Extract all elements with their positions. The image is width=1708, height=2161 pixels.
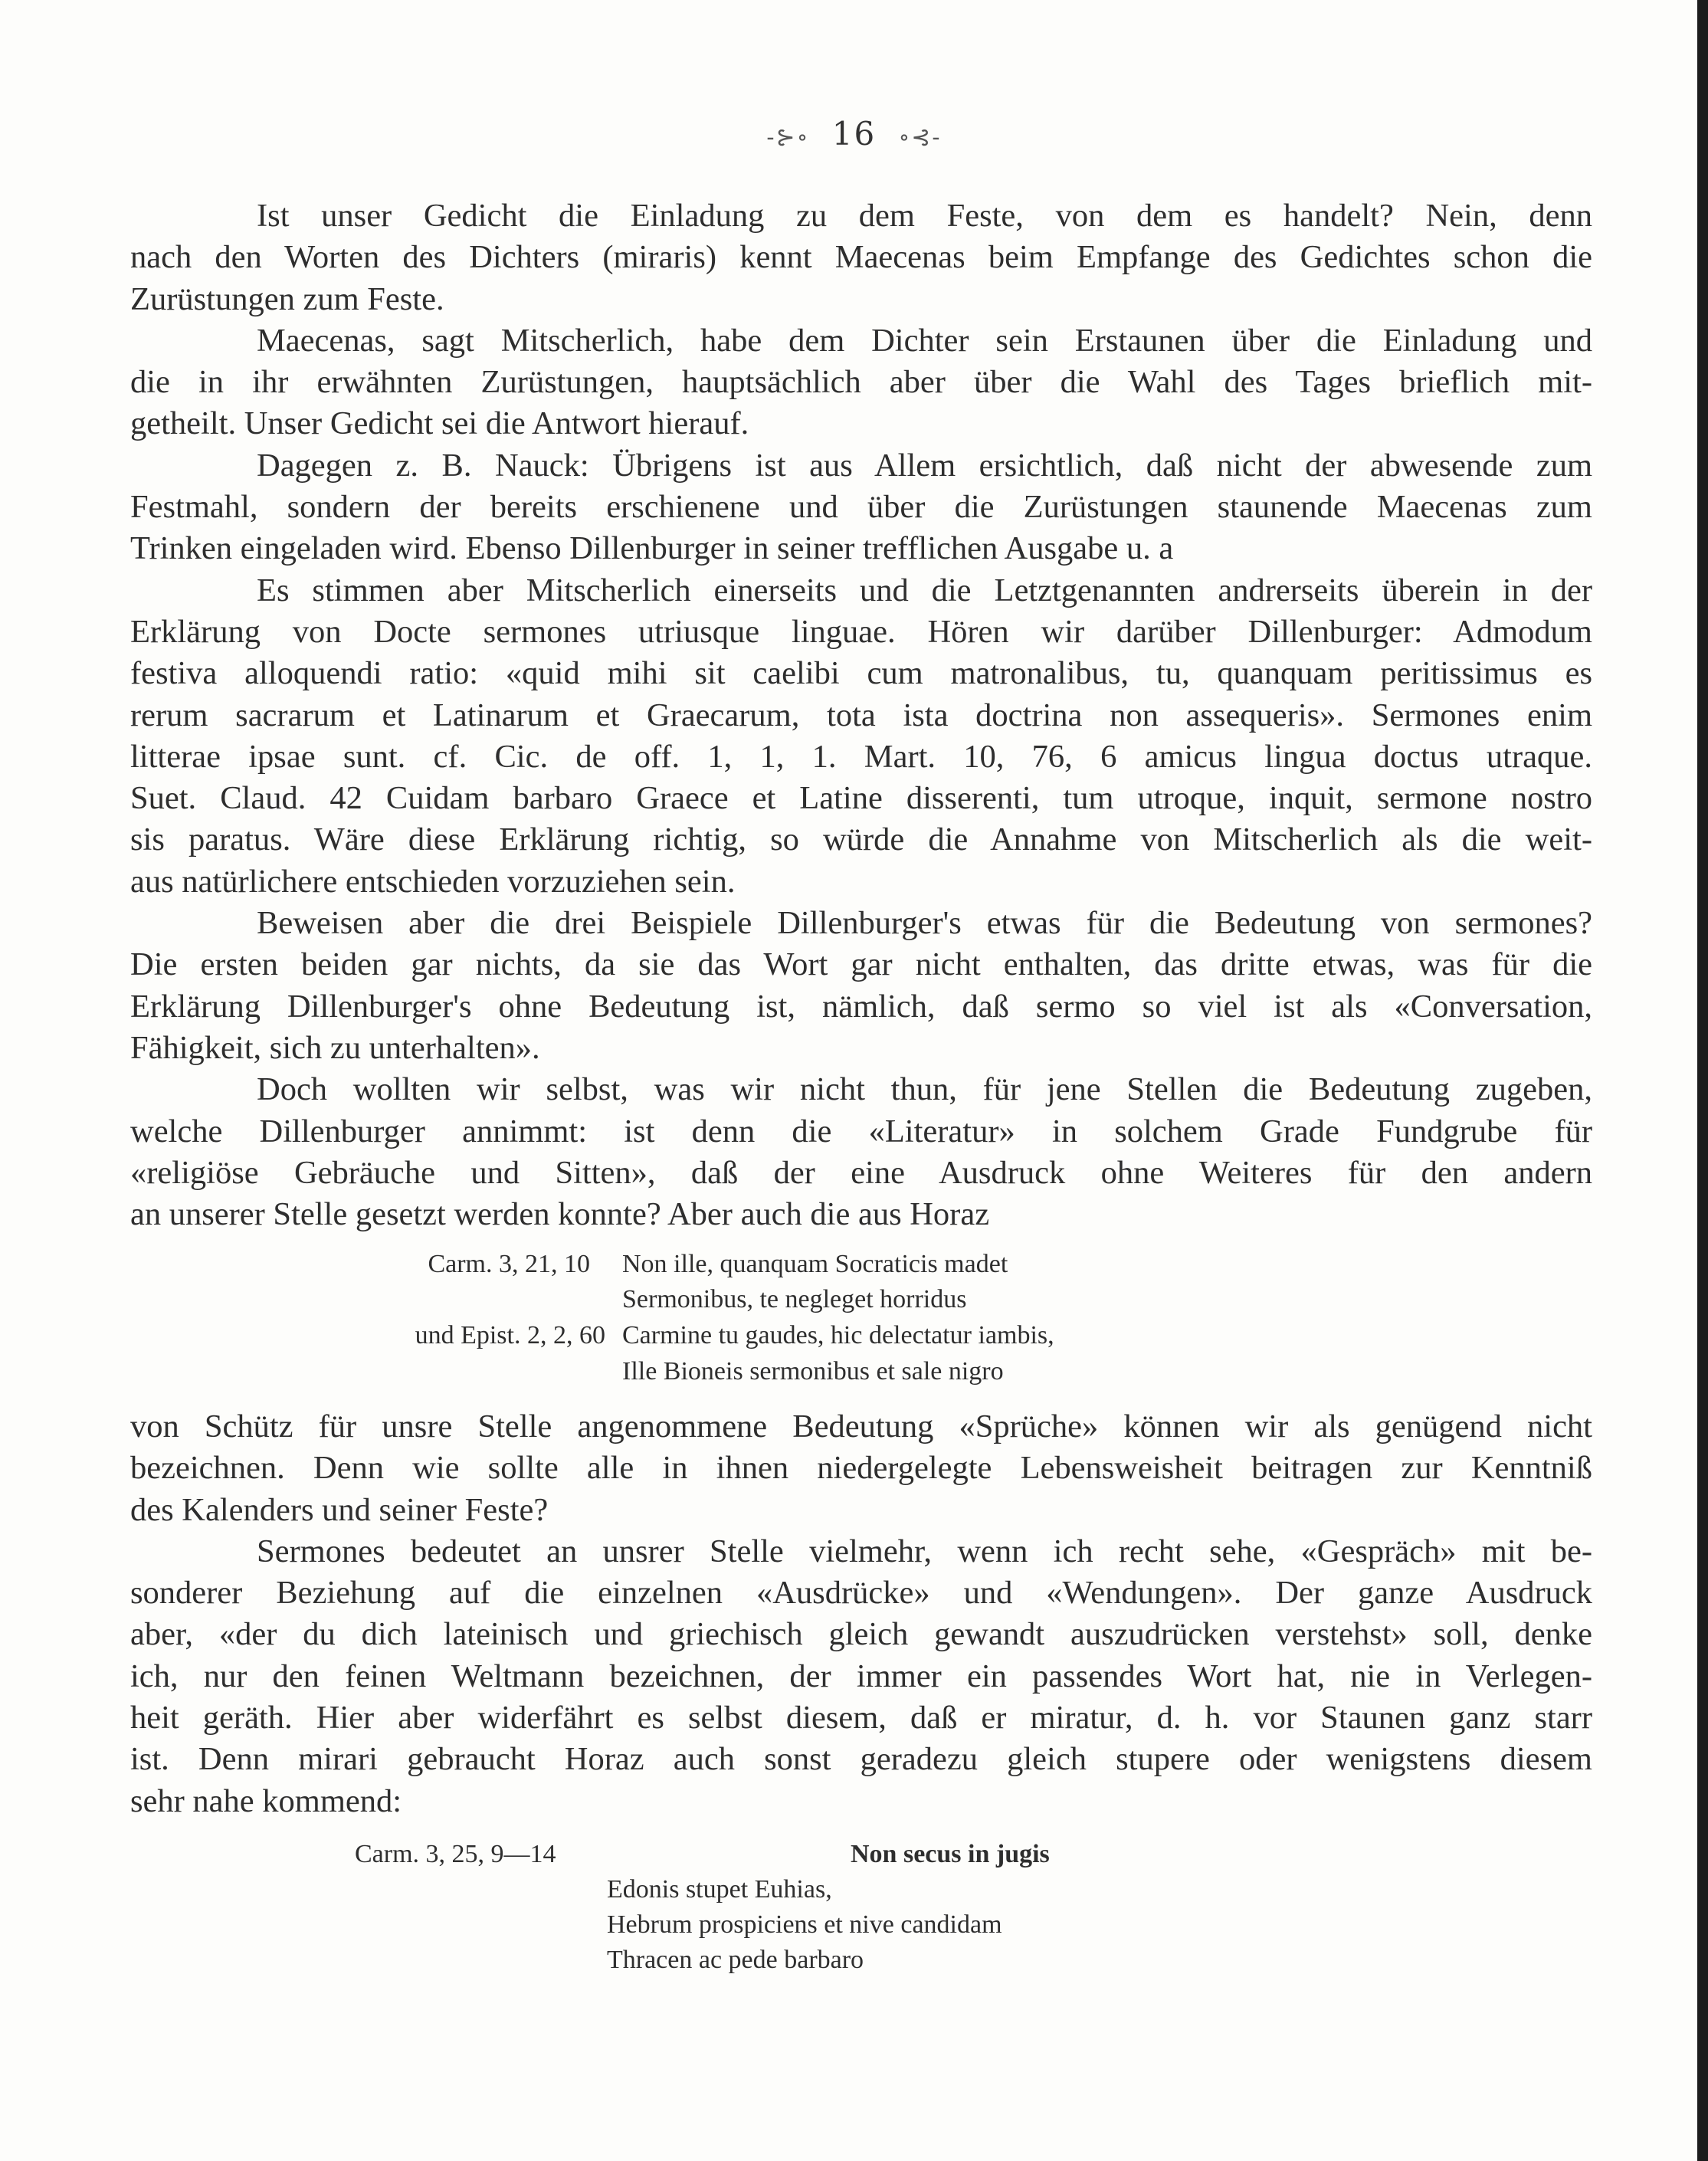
text-line: Suet. Claud. 42 Cuidam barbaro Graece et Latine disserenti, tum utroque, inquit, sermone nostro <box>130 780 1592 817</box>
text-line: Maecenas, sagt Mitscherlich, habe dem Dichter sein Erstaunen über die Einladung und <box>257 322 1592 359</box>
text-line: Die ersten beiden gar nichts, da sie das Wort gar nicht enthalten, das dritte etwas, was für die <box>130 946 1592 983</box>
text-line: Es stimmen aber Mitscherlich einerseits und die Letztgenannten andrerseits überein in der <box>257 572 1592 608</box>
quote-line: Carmine tu gaudes, hic delectatur iambis, <box>622 1321 1054 1349</box>
quote-line: Sermonibus, te negleget horridus <box>622 1285 967 1313</box>
text-line: sehr nahe kommend: <box>130 1782 402 1819</box>
text-line: Trinken eingeladen wird. Ebenso Dillenburger in seiner trefflichen Ausgabe u. a <box>130 530 1174 567</box>
text-line: Sermones bedeutet an unsrer Stelle vielmehr, wenn ich recht sehe, «Gespräch» mit be- <box>257 1533 1592 1569</box>
quote-line: Thracen ac pede barbaro <box>607 1946 864 1974</box>
text-line: von Schütz für unsre Stelle angenommene Bedeutung «Sprüche» können wir als genügend nicht <box>130 1408 1592 1444</box>
text-line: festiva alloquendi ratio: «quid mihi sit caelibi cum matronalibus, tu, quanquam peritissimus es <box>130 655 1592 692</box>
quote-line: Hebrum prospiciens et nive candidam <box>607 1910 1002 1939</box>
body-text-1 <box>130 195 1592 1235</box>
quote-line: Non ille, quanquam Socraticis madet <box>622 1250 1008 1278</box>
quote-ref: und Epist. 2, 2, 60 <box>415 1321 605 1349</box>
page-header <box>0 115 1708 152</box>
body-text-2 <box>130 1406 1592 1822</box>
text-line: ist. Denn mirari gebraucht Horaz auch sonst geradezu gleich stupere oder wenigstens diesem <box>130 1741 1592 1778</box>
text-line: sis paratus. Wäre diese Erklärung richtig, so würde die Annahme von Mitscherlich als die weit- <box>130 821 1592 858</box>
text-line: bezeichnen. Denn wie sollte alle in ihnen niedergelegte Lebensweisheit beitragen zur Kenntniß <box>130 1450 1592 1487</box>
text-line: rerum sacrarum et Latinarum et Graecarum, tota ista doctrina non assequeris». Sermones enim <box>130 697 1592 733</box>
text-line: getheilt. Unser Gedicht sei die Antwort hierauf. <box>130 405 749 442</box>
quote-ref: Carm. 3, 21, 10 <box>428 1250 590 1278</box>
ornament-left: -⊱∘ <box>766 124 810 151</box>
text-line: nach den Worten des Dichters (miraris) kennt Maecenas beim Empfange des Gedichtes schon die <box>130 239 1592 276</box>
text-line: Erklärung von Docte sermones utriusque linguae. Hören wir darüber Dillenburger: Admodum <box>130 613 1592 650</box>
quote-line: Non secus in jugis <box>851 1840 1050 1868</box>
quote-line: Edonis stupet Euhias, <box>607 1875 832 1904</box>
text-line: aber, «der du dich lateinisch und griechisch gleich gewandt auszudrücken verstehst» soll, denke <box>130 1616 1592 1653</box>
text-line: Beweisen aber die drei Beispiele Dillenburger's etwas für die Bedeutung von sermones? <box>257 905 1592 942</box>
ornament-right: ∘⊰- <box>898 124 942 151</box>
quote-line: Ille Bioneis sermonibus et sale nigro <box>622 1357 1004 1385</box>
text-line: Zurüstungen zum Feste. <box>130 280 444 317</box>
text-line: des Kalenders und seiner Feste? <box>130 1491 549 1528</box>
text-line: an unserer Stelle gesetzt werden konnte? Aber auch die aus Horaz <box>130 1196 990 1233</box>
text-line: Fähigkeit, sich zu unterhalten». <box>130 1029 540 1066</box>
text-line: ich, nur den feinen Weltmann bezeichnen, der immer ein passendes Wort hat, nie in Verlegen- <box>130 1658 1592 1694</box>
text-line: die in ihr erwähnten Zurüstungen, hauptsächlich aber über die Wahl des Tages brieflich mit- <box>130 364 1592 401</box>
text-line: Festmahl, sondern der bereits erschienene und über die Zurüstungen staunende Maecenas zum <box>130 489 1592 526</box>
text-line: Ist unser Gedicht die Einladung zu dem Feste, von dem es handelt? Nein, denn <box>257 198 1592 234</box>
page-number: 16 <box>831 115 877 152</box>
text-line: Dagegen z. B. Nauck: Übrigens ist aus Allem ersichtlich, daß nicht der abwesende zum <box>257 447 1592 484</box>
text-line: litterae ipsae sunt. cf. Cic. de off. 1, 1, 1. Mart. 10, 76, 6 amicus lingua doctus utraque. <box>130 738 1592 775</box>
text-line: Doch wollten wir selbst, was wir nicht thun, für jene Stellen die Bedeutung zugeben, <box>257 1071 1592 1108</box>
page-edge <box>1697 0 1708 2161</box>
quote-ref: Carm. 3, 25, 9—14 <box>355 1840 556 1868</box>
text-line: sonderer Beziehung auf die einzelnen «Ausdrücke» und «Wendungen». Der ganze Ausdruck <box>130 1575 1592 1612</box>
text-line: heit geräth. Hier aber widerfährt es selbst diesem, daß er miratur, d. h. vor Staunen ganz starr <box>130 1700 1592 1736</box>
text-line: Erklärung Dillenburger's ohne Bedeutung ist, nämlich, daß sermo so viel ist als «Conversation, <box>130 988 1592 1025</box>
text-line: welche Dillenburger annimmt: ist denn die «Literatur» in solchem Grade Fundgrube für <box>130 1113 1592 1149</box>
text-line: aus natürlichere entschieden vorzuziehen sein. <box>130 863 736 900</box>
text-line: «religiöse Gebräuche und Sitten», daß der eine Ausdruck ohne Weiteres für den andern <box>130 1154 1592 1191</box>
